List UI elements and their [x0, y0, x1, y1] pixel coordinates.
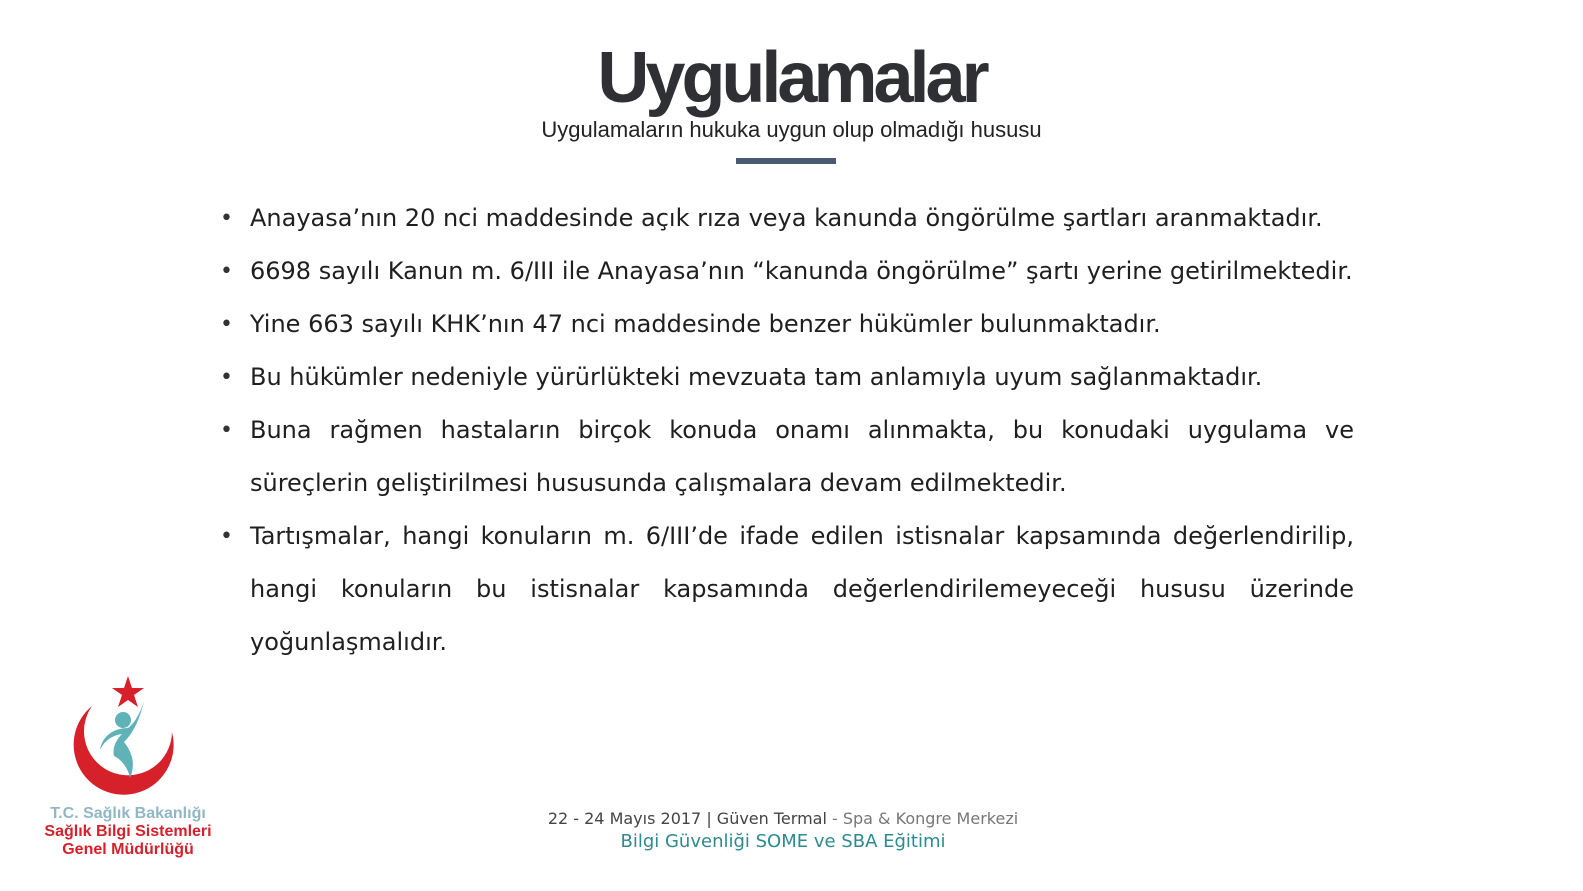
bullet-item [214, 298, 1354, 351]
bullet-list [214, 192, 1354, 669]
footer-dates: 22 - 24 Mayıs 2017 [547, 809, 702, 828]
footer-event-name: Bilgi Güvenliği SOME ve SBA Eğitimi [620, 831, 946, 852]
footer-venue: Güven Termal [716, 809, 827, 828]
bullet-text: Buna rağmen hastaların birçok konuda onamı alınmakta, bu konudaki uygulama ve süreçlerin geliştirilmesi hususunda çalışmalara devam edilmektedir. [250, 416, 1354, 497]
bullet-dot-icon: • [220, 206, 233, 231]
bullet-text: 6698 sayılı Kanun m. 6/III ile Anayasa’nın “kanunda öngörülme” şartı yerine getirilmektedir. [250, 257, 1353, 285]
bullet-item [214, 245, 1354, 298]
bullet-dot-icon: • [220, 418, 233, 443]
footer-separator: | [701, 809, 717, 828]
bullet-item [214, 404, 1354, 510]
title-divider [736, 158, 836, 164]
logo-line-directorate: Genel Müdürlüğü [62, 841, 194, 858]
logo-line-ministry: T.C. Sağlık Bakanlığı [50, 805, 206, 822]
bullet-text: Yine 663 sayılı KHK’nın 47 nci maddesinde benzer hükümler bulunmaktadır. [250, 310, 1161, 338]
bullet-dot-icon: • [220, 365, 233, 390]
footer-event-details [0, 809, 1566, 828]
bullet-item [214, 351, 1354, 404]
logo-line-department: Sağlık Bilgi Sistemleri [44, 823, 212, 840]
bullet-item [214, 192, 1354, 245]
bullet-item [214, 510, 1354, 669]
figure-head-icon [115, 712, 131, 728]
slide-subtitle: Uygulamaların hukuka uygun olup olmadığı hususu [541, 117, 1042, 142]
star-icon [112, 676, 144, 707]
bullet-text: Anayasa’nın 20 nci maddesinde açık rıza veya kanunda öngörülme şartları aranmaktadır. [250, 204, 1323, 232]
bullet-text: Tartışmalar, hangi konuların m. 6/III’de ifade edilen istisnalar kapsamında değerlendirilip, hangi konuların bu istisnalar kapsamında değerlendirilemeyeceği hususu üzerinde yoğunlaşmalıdır. [250, 522, 1354, 656]
footer-venue-detail: - Spa & Kongre Merkezi [826, 809, 1019, 828]
bullet-dot-icon: • [220, 312, 233, 337]
bullet-dot-icon: • [220, 259, 233, 284]
bullet-dot-icon: • [220, 524, 233, 549]
bullet-text: Bu hükümler nedeniyle yürürlükteki mevzuata tam anlamıyla uyum sağlanmaktadır. [250, 363, 1263, 391]
slide-title: Uygulamalar [597, 38, 986, 118]
